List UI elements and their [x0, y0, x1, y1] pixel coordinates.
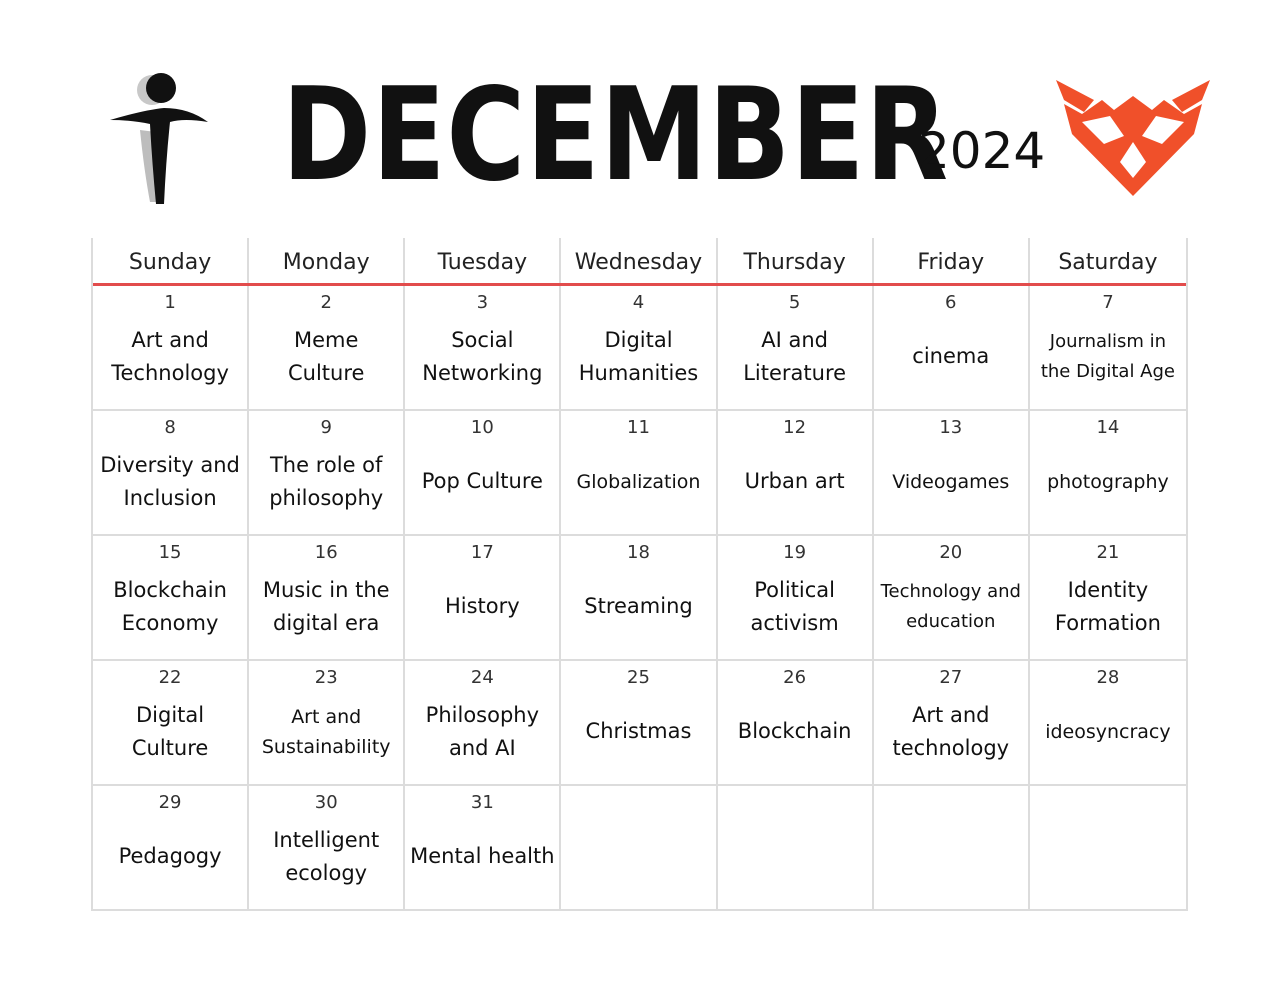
weekday-wednesday: Wednesday [561, 238, 717, 283]
day-cell [718, 411, 874, 536]
day-topic: Digital Humanities [578, 327, 699, 385]
day-number: 21 [1096, 542, 1120, 563]
day-topic: Identity Formation [1054, 577, 1161, 635]
day-topic: Philosophy and AI [425, 702, 540, 760]
day-topic: Art and Technology [111, 327, 229, 385]
day-number: 5 [788, 292, 801, 313]
day-topic: Mental health [410, 844, 555, 868]
day-topic: Urban art [744, 469, 845, 493]
weekday-friday: Friday [874, 238, 1030, 283]
day-number: 12 [783, 417, 807, 438]
day-cell [405, 661, 561, 786]
day-cell [874, 536, 1030, 661]
day-cell [874, 411, 1030, 536]
weekday-tuesday: Tuesday [405, 238, 561, 283]
day-number: 17 [470, 542, 494, 563]
weekday-monday: Monday [249, 238, 405, 283]
day-topic: AI and Literature [743, 327, 847, 385]
day-cell [93, 786, 249, 911]
day-topic: ideosyncracy [1045, 720, 1171, 743]
day-cell [249, 286, 405, 411]
day-number: 19 [783, 542, 807, 563]
day-number: 25 [627, 667, 650, 688]
day-cell [1030, 661, 1186, 786]
day-number: 27 [939, 667, 963, 688]
day-cell [405, 286, 561, 411]
day-topic: Art and technology [892, 702, 1010, 760]
day-cell [249, 661, 405, 786]
day-cell [874, 661, 1030, 786]
day-number: 20 [939, 542, 963, 563]
day-number: 22 [158, 667, 182, 688]
day-cell [561, 661, 717, 786]
day-number: 7 [1102, 292, 1114, 313]
year-title: 2024 [918, 122, 1046, 180]
day-cell [718, 536, 874, 661]
day-cell [249, 786, 405, 911]
day-topic: Technology and education [880, 580, 1021, 632]
weekday-sunday: Sunday [93, 238, 249, 283]
day-topic: Social Networking [422, 327, 543, 385]
day-topic: Christmas [585, 719, 692, 743]
day-number: 3 [476, 292, 489, 313]
empty-day-cell [1030, 786, 1186, 911]
day-cell [93, 536, 249, 661]
day-topic: Art and Sustainability [261, 705, 391, 758]
day-topic: Political activism [750, 577, 839, 635]
empty-day-cell [561, 786, 717, 911]
day-cell [249, 536, 405, 661]
day-number: 28 [1096, 667, 1120, 688]
day-topic: Pop Culture [421, 469, 543, 493]
day-cell [718, 286, 874, 411]
day-number: 9 [320, 417, 332, 438]
day-topic: Digital Culture [131, 702, 209, 760]
day-number: 30 [314, 792, 338, 813]
weekday-header [93, 238, 1186, 286]
weekday-thursday: Thursday [718, 238, 874, 283]
day-cell [405, 411, 561, 536]
day-cell [561, 286, 717, 411]
day-number: 15 [158, 542, 182, 563]
day-topic: Journalism in the Digital Age [1040, 330, 1175, 382]
day-number: 18 [627, 542, 650, 563]
day-number: 23 [314, 667, 338, 688]
day-cell [561, 411, 717, 536]
day-number: 10 [470, 417, 494, 438]
empty-day-cell [874, 786, 1030, 911]
day-cell [249, 411, 405, 536]
day-topic: Pedagogy [118, 844, 222, 868]
day-cell [405, 786, 561, 911]
calendar-grid [91, 238, 1188, 911]
day-topic: Blockchain Economy [113, 577, 227, 635]
day-cell [561, 536, 717, 661]
day-topic: The role of philosophy [269, 452, 384, 510]
day-number: 24 [470, 667, 494, 688]
month-title: DECEMBER [282, 61, 949, 210]
day-number: 11 [627, 417, 650, 438]
fox-logo-icon [1054, 78, 1212, 198]
day-topic: Videogames [892, 470, 1010, 493]
day-topic: Streaming [584, 594, 693, 618]
person-figure-icon [104, 70, 214, 210]
day-number: 8 [164, 417, 176, 438]
empty-day-cell [718, 786, 874, 911]
day-number: 14 [1096, 417, 1120, 438]
day-cell [93, 661, 249, 786]
day-topic: Intelligent ecology [273, 827, 380, 885]
day-cell [93, 411, 249, 536]
day-number: 2 [320, 292, 332, 313]
day-number: 13 [939, 417, 963, 438]
day-topic: Blockchain [737, 719, 852, 743]
day-topic: Music in the digital era [262, 577, 390, 635]
day-number: 26 [783, 667, 807, 688]
weekday-saturday: Saturday [1058, 250, 1158, 275]
day-topic: History [444, 594, 520, 618]
day-topic: cinema [912, 344, 990, 368]
day-cell [93, 286, 249, 411]
day-grid [93, 286, 1186, 911]
day-topic: Diversity and Inclusion [100, 452, 240, 510]
day-number: 29 [158, 792, 182, 813]
day-topic: photography [1047, 470, 1169, 493]
day-cell [718, 661, 874, 786]
day-cell [1030, 411, 1186, 536]
day-number: 1 [164, 292, 176, 313]
day-cell [874, 286, 1030, 411]
day-cell [405, 536, 561, 661]
day-number: 6 [945, 292, 957, 313]
day-number: 4 [632, 292, 645, 313]
day-cell [1030, 286, 1186, 411]
day-topic: Globalization [576, 470, 701, 493]
day-cell [1030, 536, 1186, 661]
day-number: 31 [470, 792, 494, 813]
day-topic: Meme Culture [287, 327, 365, 385]
day-number: 16 [314, 542, 338, 563]
